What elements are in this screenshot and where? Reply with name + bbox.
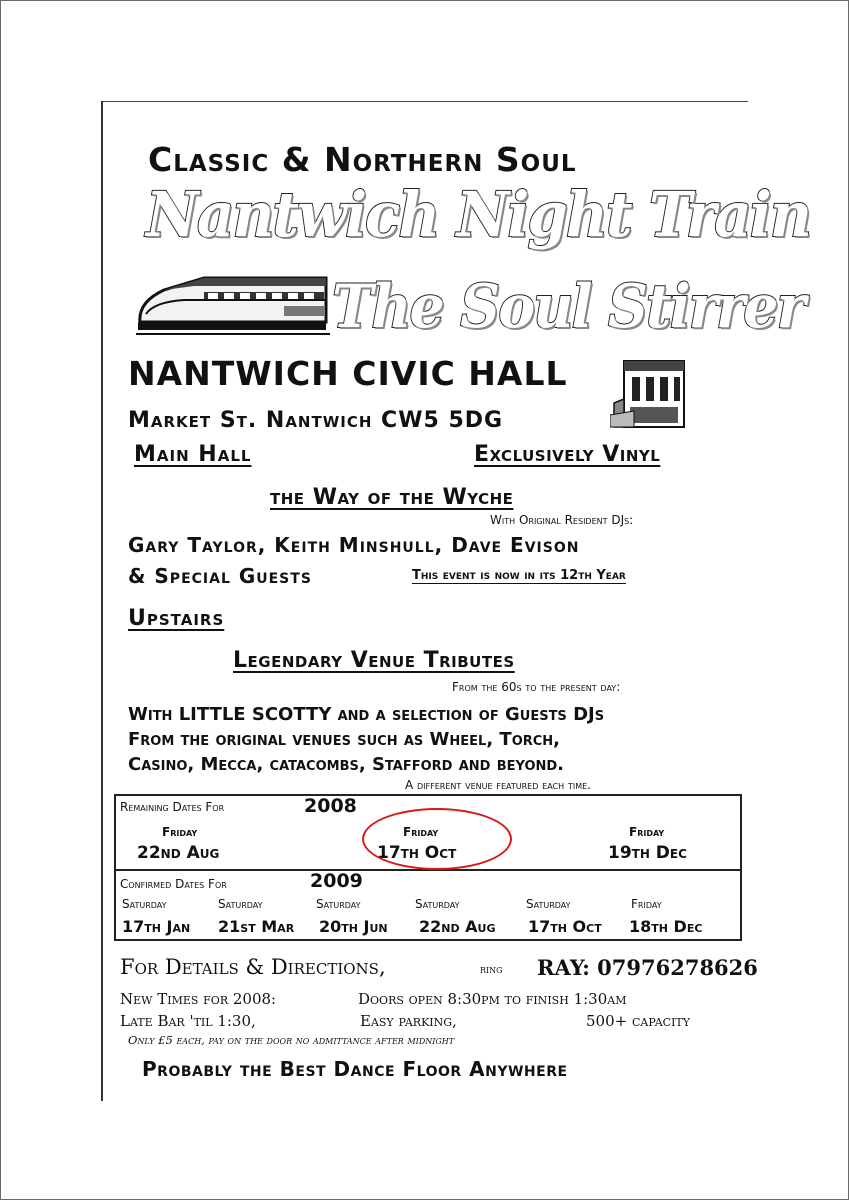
dates-2008-year: 2008 [304,795,357,817]
details-line: For Details & Directions, [120,955,386,979]
entry-note: Only £5 each, pay on the door no admittance after midnight [128,1033,455,1047]
special-guests: & Special Guests [128,564,312,588]
venues-line: Casino, Mecca, catacombs, Stafford and beyond. [128,754,565,775]
date-2008-date: 19th Dec [608,843,687,863]
date-2008-day: Friday [403,825,439,839]
date-2008-date: 22nd Aug [137,843,220,863]
main-event-title: the Way of the Wyche [270,485,514,510]
main-hall-heading: Main Hall [134,442,252,467]
date-2008-day: Friday [629,825,665,839]
venue-name: NANTWICH CIVIC HALL [128,354,568,393]
dates-2008-label: Remaining Dates For [120,800,225,814]
date-2008-day: Friday [162,825,198,839]
late-bar: Late Bar 'til 1:30, [120,1012,256,1030]
date-2009-day: Saturday [526,897,571,911]
date-2009-day: Saturday [218,897,263,911]
upstairs-heading: Upstairs [128,606,225,631]
date-2008-date: 17th Oct [377,843,457,863]
date-2009-date: 20th Jun [319,917,388,936]
date-2009-date: 21st Mar [218,917,295,936]
date-2009-date: 17th Oct [528,917,602,936]
best-floor-slogan: Probably the Best Dance Floor Anywhere [142,1057,568,1081]
ring-label: ring [480,962,503,976]
resident-djs: Gary Taylor, Keith Minshull, Dave Evison [128,533,580,557]
civic-hall-icon [610,355,690,430]
date-2009-date: 22nd Aug [419,917,496,936]
new-times: New Times for 2008: [120,990,277,1008]
upstairs-title: Legendary Venue Tributes [233,648,515,673]
easy-parking: Easy parking, [360,1012,457,1030]
doors-times: Doors open 8:30pm to finish 1:30am [358,990,627,1008]
twelfth-year-note: This event is now in its 12th Year [412,568,626,583]
train-icon [134,270,332,340]
ray-phone: RAY: 07976278626 [537,955,758,980]
dates-2009-year: 2009 [310,870,363,892]
original-venues-line: From the original venues such as Wheel, Torch, [128,729,561,750]
venue-address: Market St. Nantwich CW5 5DG [128,408,504,433]
page-edge-left [101,101,103,1101]
highlight-circle [362,808,512,870]
event-title: Nantwich Night Train [146,178,810,251]
resident-djs-label: With Original Resident DJs: [490,513,634,527]
sixties-note: From the 60s to the present day: [452,680,621,694]
exclusively-vinyl-heading: Exclusively Vinyl [474,442,661,467]
date-2009-day: Saturday [122,897,167,911]
top-heading: Classic & Northern Soul [148,140,577,179]
page-edge-top [103,101,748,102]
event-subtitle: The Soul Stirrer [332,272,804,342]
date-2009-day: Saturday [415,897,460,911]
date-2009-day: Friday [631,897,662,911]
capacity: 500+ capacity [586,1012,691,1030]
date-2009-date: 17th Jan [122,917,191,936]
scotty-line: With LITTLE SCOTTY and a selection of Guests DJs [128,704,605,725]
date-2009-day: Saturday [316,897,361,911]
dates-2009-label: Confirmed Dates For [120,877,227,891]
different-venue-note: A different venue featured each time. [405,778,591,792]
date-2009-date: 18th Dec [629,917,703,936]
